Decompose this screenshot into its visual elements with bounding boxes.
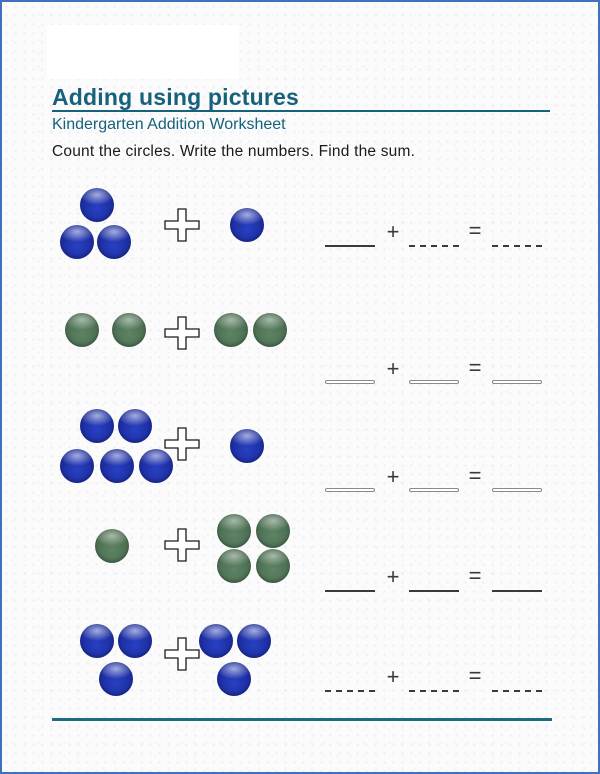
answer-blank-3[interactable] bbox=[492, 590, 542, 592]
equals-operator: = bbox=[468, 663, 482, 688]
blue-ball bbox=[80, 188, 114, 222]
problems-container bbox=[2, 2, 598, 772]
answer-blank-3[interactable] bbox=[492, 488, 542, 492]
blue-ball bbox=[199, 624, 233, 658]
green-ball bbox=[256, 549, 290, 583]
answer-blank-1[interactable] bbox=[325, 690, 375, 692]
green-ball bbox=[65, 313, 99, 347]
blue-ball bbox=[118, 624, 152, 658]
plus-operator: + bbox=[386, 664, 400, 689]
plus-icon bbox=[163, 527, 201, 563]
blue-ball bbox=[230, 429, 264, 463]
page-title: Adding using pictures bbox=[52, 84, 299, 110]
green-ball bbox=[95, 529, 129, 563]
green-ball bbox=[112, 313, 146, 347]
plus-operator: + bbox=[386, 219, 400, 244]
green-ball bbox=[217, 514, 251, 548]
blue-ball bbox=[60, 449, 94, 483]
answer-blank-1[interactable] bbox=[325, 590, 375, 592]
page-subtitle: Kindergarten Addition Worksheet bbox=[52, 116, 286, 133]
answer-blank-2[interactable] bbox=[409, 690, 459, 692]
answer-blank-2[interactable] bbox=[409, 488, 459, 492]
answer-blank-1[interactable] bbox=[325, 245, 375, 247]
blue-ball bbox=[80, 624, 114, 658]
footer-rule bbox=[52, 718, 552, 721]
instruction-text: Count the circles. Write the numbers. Find the sum. bbox=[52, 143, 416, 160]
blue-ball bbox=[237, 624, 271, 658]
answer-blank-1[interactable] bbox=[325, 488, 375, 492]
blue-ball bbox=[97, 225, 131, 259]
green-ball bbox=[253, 313, 287, 347]
green-ball bbox=[217, 549, 251, 583]
answer-blank-2[interactable] bbox=[409, 245, 459, 247]
equals-operator: = bbox=[468, 218, 482, 243]
blue-ball bbox=[118, 409, 152, 443]
plus-icon bbox=[163, 207, 201, 243]
answer-blank-2[interactable] bbox=[409, 380, 459, 384]
blue-ball bbox=[60, 225, 94, 259]
equals-operator: = bbox=[468, 355, 482, 380]
plus-icon bbox=[163, 426, 201, 462]
answer-blank-1[interactable] bbox=[325, 380, 375, 384]
blue-ball bbox=[99, 662, 133, 696]
equals-operator: = bbox=[468, 563, 482, 588]
plus-icon bbox=[163, 315, 201, 351]
answer-blank-3[interactable] bbox=[492, 380, 542, 384]
plus-operator: + bbox=[386, 356, 400, 381]
green-ball bbox=[256, 514, 290, 548]
blue-ball bbox=[217, 662, 251, 696]
plus-icon bbox=[163, 636, 201, 672]
plus-operator: + bbox=[386, 464, 400, 489]
answer-blank-3[interactable] bbox=[492, 690, 542, 692]
equals-operator: = bbox=[468, 463, 482, 488]
plus-operator: + bbox=[386, 564, 400, 589]
blue-ball bbox=[80, 409, 114, 443]
blue-ball bbox=[230, 208, 264, 242]
answer-blank-2[interactable] bbox=[409, 590, 459, 592]
green-ball bbox=[214, 313, 248, 347]
blue-ball bbox=[100, 449, 134, 483]
answer-blank-3[interactable] bbox=[492, 245, 542, 247]
